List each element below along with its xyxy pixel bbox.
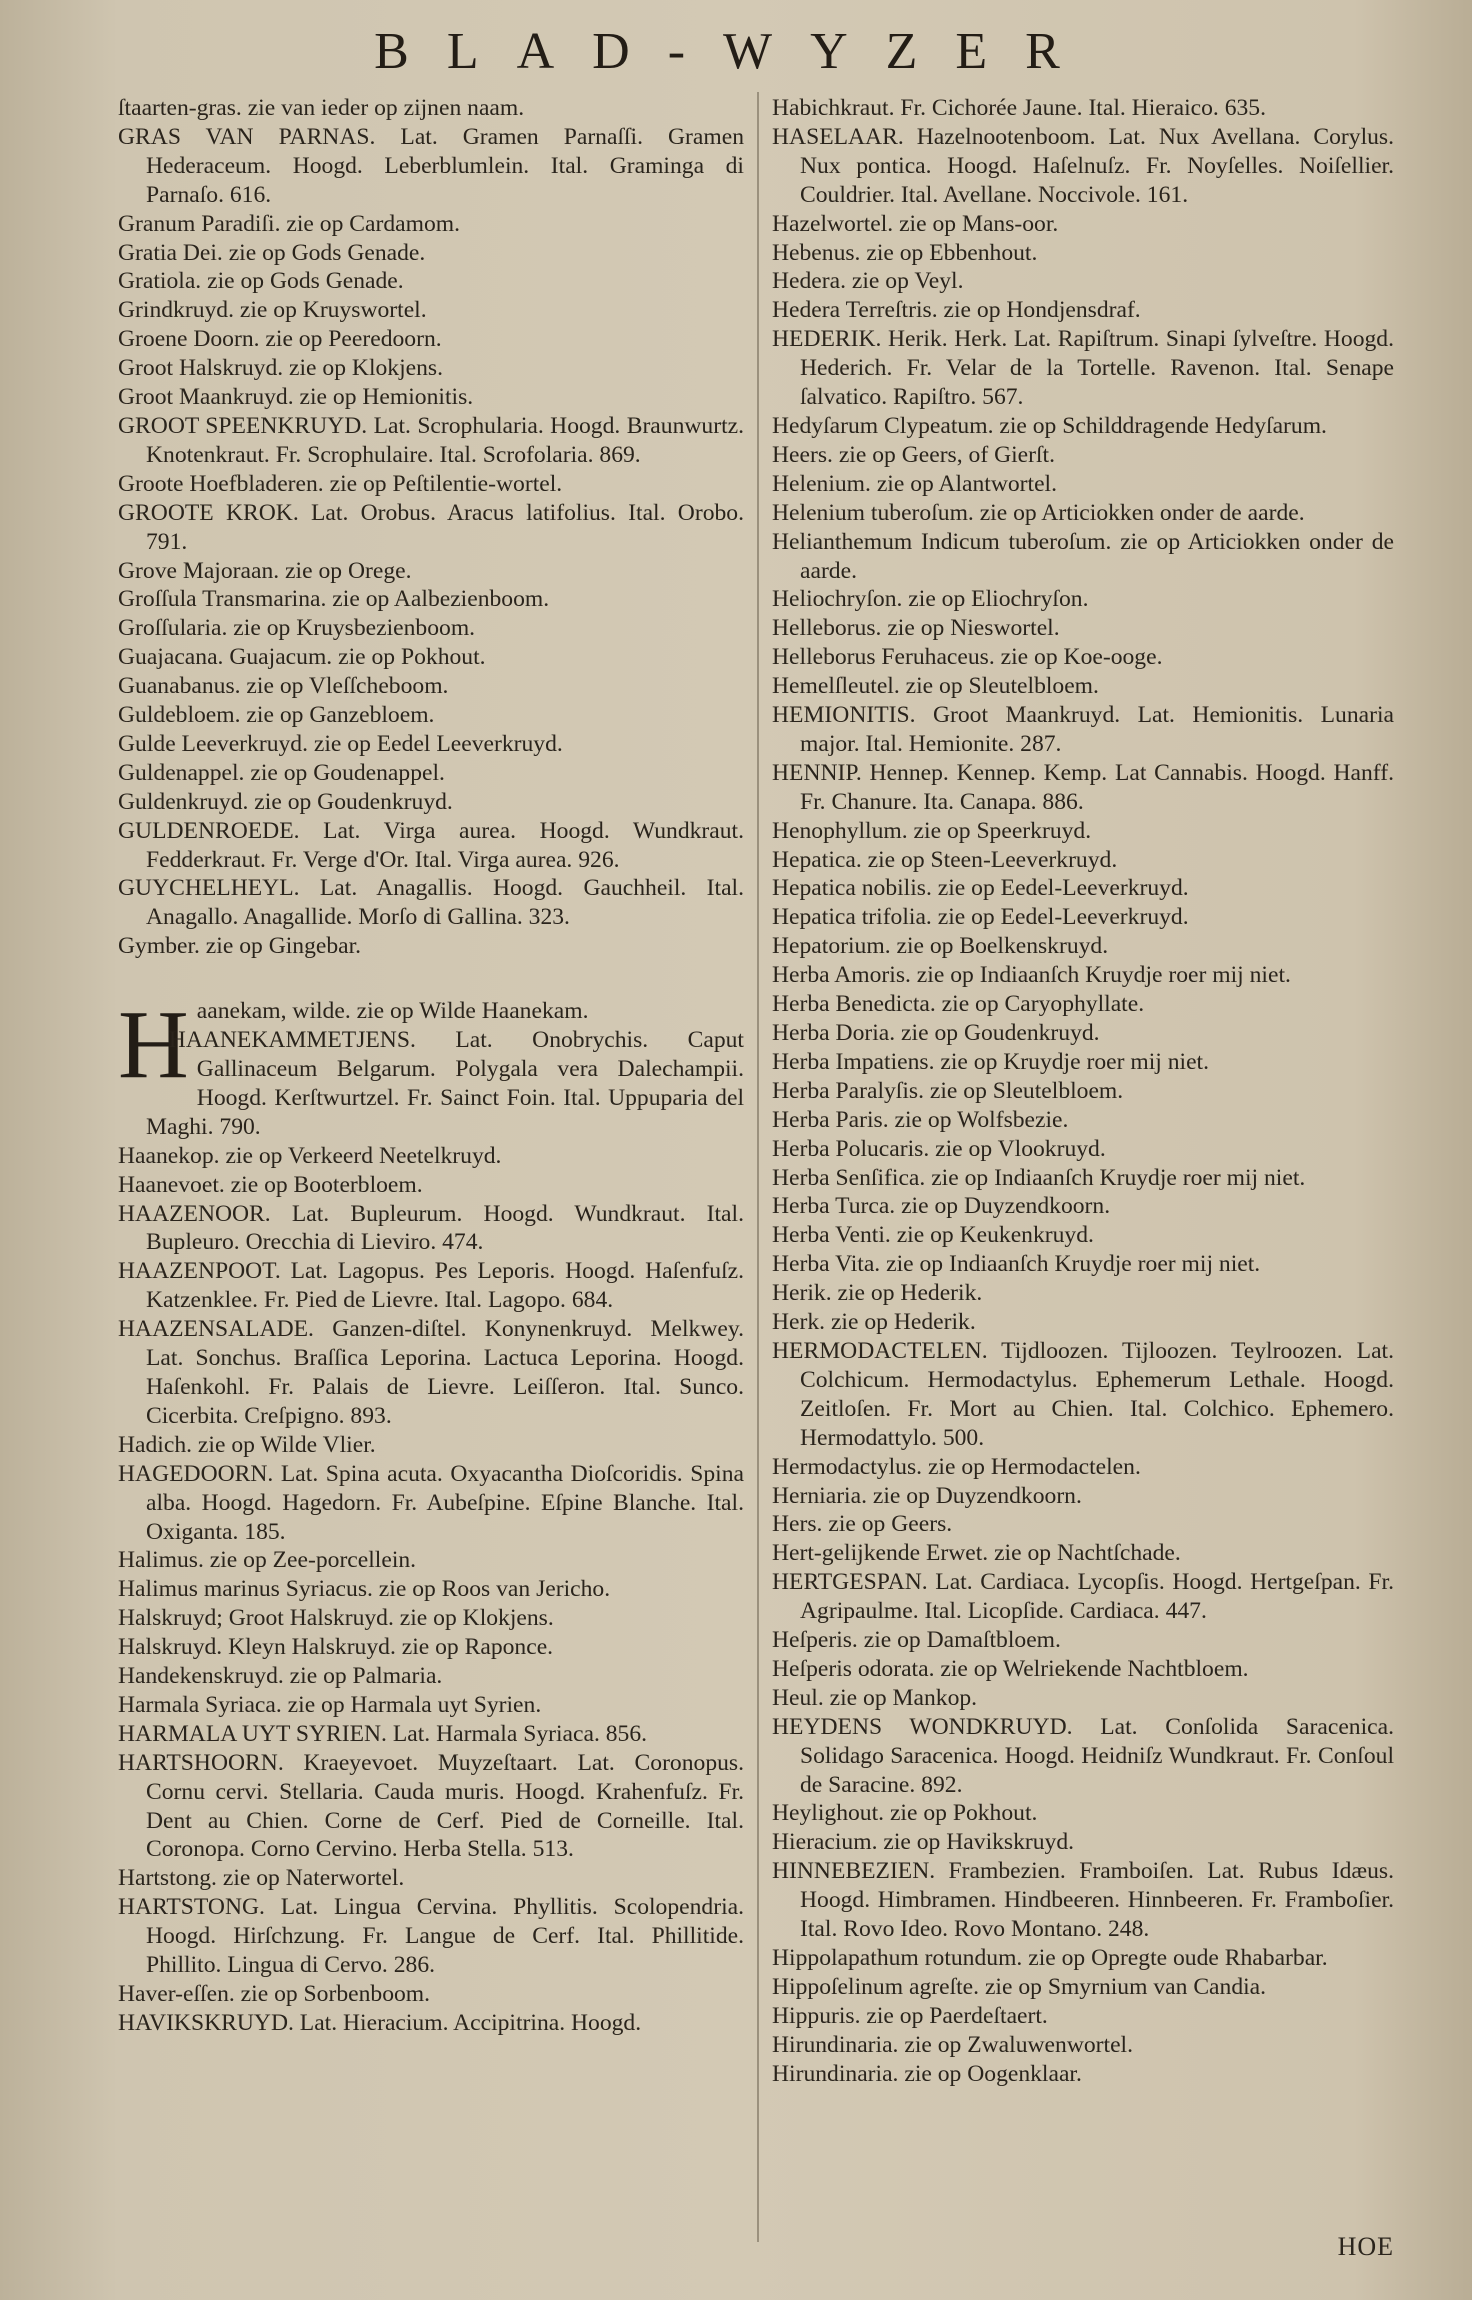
index-entry: Herik. zie op Hederik. (772, 1280, 983, 1307)
index-entry: HARTSTONG. Lat. Lingua Cervina. Phyllitis. Scolopendria. Hoogd. Hirſchzung. Fr. Langue de Cerf. Ital. Phillitide. Phillito. Lingua di Cervo. 286. (118, 1894, 744, 1979)
index-entry: Heſperis. zie op Damaſtbloem. (772, 1627, 1061, 1654)
index-entry: Groene Doorn. zie op Peeredoorn. (118, 326, 442, 353)
index-entry: Habichkraut. Fr. Cichorée Jaune. Ital. Hieraico. 635. (772, 95, 1266, 121)
index-entry: Gratia Dei. zie op Gods Genade. (118, 239, 426, 266)
index-entry: Herba Polucaris. zie op Vlookruyd. (772, 1135, 1106, 1162)
index-entry: Guldenkruyd. zie op Goudenkruyd. (118, 788, 453, 815)
index-entry: Grindkruyd. zie op Kruyswortel. (118, 297, 427, 324)
index-entry: HAVIKSKRUYD. Lat. Hieracium. Accipitrina. Hoogd. (118, 2009, 642, 2036)
index-entry: Heſperis odorata. zie op Welriekende Nachtbloem. (772, 1655, 1249, 1682)
index-entry: Hippoſelinum agreſte. zie op Smyrnium van Candia. (772, 1973, 1267, 2000)
index-entry: Hippolapathum rotundum. zie op Opregte oude Rhabarbar. (772, 1945, 1328, 1971)
index-entry: HAAZENSALADE. Ganzen-diſtel. Konynenkruyd. Melkwey. Lat. Sonchus. Braſſica Leporina. Lactuca Leporina. Hoogd. Haſenkohl. Fr. Palais de Lievre. Leiſſeron. Ital. Sunco. Cicerbita. Creſpigno. 893. (118, 1316, 744, 1429)
index-entry: Helenium. zie op Alantwortel. (772, 470, 1058, 497)
index-entry: Groſſula Transmarina. zie op Aalbezienboom. (118, 586, 550, 613)
index-entry: Guajacana. Guajacum. zie op Pokhout. (118, 644, 486, 671)
index-entry: Hedera. zie op Veyl. (772, 268, 964, 295)
index-entry: Heylighout. zie op Pokhout. (772, 1800, 1038, 1827)
index-entry: Haanevoet. zie op Booterbloem. (118, 1171, 423, 1198)
index-entry: aanekam, wilde. zie op Wilde Haanekam. (196, 998, 589, 1025)
index-entry: Grove Majoraan. zie op Orege. (118, 557, 412, 584)
index-entry: Herba Amoris. zie op Indiaanſch Kruydje roer mij niet. (772, 962, 1291, 989)
index-entry: GROOT SPEENKRUYD. Lat. Scrophularia. Hoogd. Braunwurtz. Knotenkraut. Fr. Scrophulaire. Ital. Scrofolaria. 869. (118, 412, 744, 468)
index-entry: Hartstong. zie op Naterwortel. (118, 1865, 405, 1892)
index-entry: Hazelwortel. zie op Mans-oor. (772, 210, 1059, 237)
index-entry: Hedyſarum Clypeatum. zie op Schilddragende Hedyſarum. (772, 412, 1327, 439)
index-entry: Halimus. zie op Zee-porcellein. (118, 1547, 417, 1574)
index-entry: HAANEKAMMETJENS. Lat. Onobrychis. Caput Gallinaceum Belgarum. Polygala vera Dalechampii. Hoogd. Kerſtwurtzel. Fr. Sainct Foin. Ital. Uppuparia del Maghi. 790. (146, 1027, 744, 1140)
index-entry: Herba Paris. zie op Wolfsbezie. (772, 1106, 1069, 1133)
index-entry: Hepatica. zie op Steen-Leeverkruyd. (772, 846, 1118, 873)
index-entry: Herniaria. zie op Duyzendkoorn. (772, 1482, 1082, 1509)
index-entry: Heliochryſon. zie op Eliochryſon. (772, 586, 1089, 613)
index-entry: Gratiola. zie op Gods Genade. (118, 268, 404, 295)
index-entry: Hirundinaria. zie op Oogenklaar. (772, 2060, 1082, 2087)
index-entry: HINNEBEZIEN. Frambezien. Framboiſen. Lat. Rubus Idæus. Hoogd. Himbramen. Hindbeeren. Hinnbeeren. Fr. Framboſier. Ital. Rovo Ideo. Rovo Montano. 248. (772, 1858, 1394, 1943)
drop-initial: H (118, 991, 189, 1100)
index-entry: GULDENROEDE. Lat. Virga aurea. Hoogd. Wundkraut. Fedderkraut. Fr. Verge d'Or. Ital. Virga aurea. 926. (118, 817, 744, 873)
index-entry: GRAS VAN PARNAS. Lat. Gramen Parnaſſi. Gramen Hederaceum. Hoogd. Leberblumlein. Ital. Graminga di Parnaſo. 616. (118, 123, 744, 208)
catchword: HOE (1337, 2232, 1394, 2261)
index-entry: Helenium tuberoſum. zie op Articiokken onder de aarde. (772, 499, 1305, 526)
index-entry: HAAZENOOR. Lat. Bupleurum. Hoogd. Wundkraut. Ital. Bupleuro. Orecchia di Lieviro. 474. (118, 1200, 744, 1256)
index-entry: Hedera Terreſtris. zie op Hondjensdraf. (772, 297, 1141, 324)
index-entry: Heul. zie op Mankop. (772, 1684, 978, 1711)
index-entry: HARTSHOORN. Kraeyevoet. Muyzeſtaart. Lat. Coronopus. Cornu cervi. Stellaria. Cauda muris. Hoogd. Krahenfuſz. Fr. Dent au Chien. Corne de Cerf. Pied de Corneille. Ital. Coronopa. Corno Cervino. Herba Stella. 513. (118, 1749, 744, 1863)
index-entry: Harmala Syriaca. zie op Harmala uyt Syrien. (118, 1691, 542, 1718)
index-entry: Herba Senſifica. zie op Indiaanſch Kruydje roer mij niet. (772, 1164, 1306, 1191)
index-entry: Halskruyd. Kleyn Halskruyd. zie op Raponce. (118, 1634, 554, 1661)
index-entry: Hepatica nobilis. zie op Eedel-Leeverkruyd. (772, 875, 1189, 902)
index-entry: Hepatica trifolia. zie op Eedel-Leeverkruyd. (772, 904, 1189, 931)
index-entry: Guldenappel. zie op Goudenappel. (118, 759, 445, 786)
index-entry: Helleborus. zie op Nieswortel. (772, 615, 1060, 642)
index-entry: Hers. zie op Geers. (772, 1511, 953, 1538)
index-entry: Henophyllum. zie op Speerkruyd. (772, 817, 1092, 844)
index-entry: Granum Paradiſi. zie op Cardamom. (118, 210, 461, 237)
column-rule (757, 92, 759, 2242)
index-entry: HEMIONITIS. Groot Maankruyd. Lat. Hemionitis. Lunaria major. Ital. Hemionite. 287. (772, 702, 1394, 757)
index-entry: Hepatorium. zie op Boelkenskruyd. (772, 933, 1109, 960)
index-entry: HAGEDOORN. Lat. Spina acuta. Oxyacantha Dioſcoridis. Spina alba. Hoogd. Hagedorn. Fr. Aubeſpine. Eſpine Blanche. Ital. Oxiganta. 185. (118, 1460, 744, 1545)
index-entry: Gymber. zie op Gingebar. (118, 933, 362, 960)
index-entry: Halimus marinus Syriacus. zie op Roos van Jericho. (118, 1576, 611, 1603)
index-entry: Haanekop. zie op Verkeerd Neetelkruyd. (118, 1142, 502, 1169)
index-entry: Hieracium. zie op Havikskruyd. (772, 1829, 1075, 1856)
index-entry: GUYCHELHEYL. Lat. Anagallis. Hoogd. Gauchheil. Ital. Anagallo. Anagallide. Morſo di Gallina. 323. (118, 875, 744, 931)
index-entry: Gulde Leeverkruyd. zie op Eedel Leeverkruyd. (118, 730, 563, 757)
index-entry: HEDERIK. Herik. Herk. Lat. Rapiſtrum. Sinapi ſylveſtre. Hoogd. Hederich. Fr. Velar de la Tortelle. Ravenon. Ital. Senape ſalvatico. Rapiſtro. 567. (772, 326, 1394, 411)
index-entry: Groot Maankruyd. zie op Hemionitis. (118, 384, 474, 411)
section-gap (118, 961, 744, 997)
index-entry: Hippuris. zie op Paerdeſtaert. (772, 2002, 1048, 2029)
index-entry: Haver-eſſen. zie op Sorbenboom. (118, 1981, 431, 2007)
index-entry: Herba Benedicta. zie op Caryophyllate. (772, 991, 1145, 1018)
right-column (772, 94, 1394, 2089)
index-entry: Halskruyd; Groot Halskruyd. zie op Klokjens. (118, 1605, 554, 1632)
index-entry: Herba Venti. zie op Keukenkruyd. (772, 1222, 1094, 1249)
index-entry: HENNIP. Hennep. Kennep. Kemp. Lat Cannabis. Hoogd. Hanff. Fr. Chanure. Ita. Canapa. 886. (772, 759, 1394, 815)
index-entry: Handekenskruyd. zie op Palmaria. (118, 1663, 443, 1690)
index-entry: HEYDENS WONDKRUYD. Lat. Conſolida Saracenica. Solidago Saracenica. Hoogd. Heidniſz Wundkraut. Fr. Conſoul de Saracine. 892. (772, 1713, 1394, 1798)
index-entry: Hirundinaria. zie op Zwaluwenwortel. (772, 2031, 1133, 2058)
index-entry: Hebenus. zie op Ebbenhout. (772, 239, 1038, 266)
index-entry: Herba Vita. zie op Indiaanſch Kruydje roer mij niet. (772, 1251, 1261, 1278)
index-entry: Helleborus Feruhaceus. zie op Koe-ooge. (772, 644, 1163, 671)
index-entry: Groote Hoefbladeren. zie op Peſtilentie-wortel. (118, 470, 563, 497)
index-entry: ſtaarten-gras. zie van ieder op zijnen naam. (118, 95, 525, 121)
index-entry: Groſſularia. zie op Kruysbezienboom. (118, 615, 476, 642)
running-head: BLAD-WYZER (374, 23, 1098, 80)
index-entry: Hermodactylus. zie op Hermodactelen. (772, 1453, 1141, 1480)
index-entry: Hert-gelijkende Erwet. zie op Nachtſchade. (772, 1540, 1181, 1567)
index-entry: Heers. zie op Geers, of Gierſt. (772, 441, 1056, 468)
index-entry: Guldebloem. zie op Ganzebloem. (118, 702, 435, 729)
index-entry: Herk. zie op Hederik. (772, 1309, 976, 1336)
index-entry: GROOTE KROK. Lat. Orobus. Aracus latifolius. Ital. Orobo. 791. (118, 499, 744, 555)
index-entry: Herba Paralyſis. zie op Sleutelbloem. (772, 1077, 1124, 1104)
index-entry: HASELAAR. Hazelnootenboom. Lat. Nux Avellana. Corylus. Nux pontica. Hoogd. Haſelnuſz. Fr. Noyſelles. Noiſellier. Couldrier. Ital. Avellane. Noccivole. 161. (772, 123, 1394, 208)
index-entry: Guanabanus. zie op Vleſſcheboom. (118, 673, 449, 700)
index-entry: HERTGESPAN. Lat. Cardiaca. Lycopſis. Hoogd. Hertgeſpan. Fr. Agripaulme. Ital. Licopſide. Cardiaca. 447. (772, 1569, 1394, 1625)
index-entry: Herba Impatiens. zie op Kruydje roer mij niet. (772, 1048, 1209, 1075)
left-column (118, 94, 744, 2038)
index-entry: HERMODACTELEN. Tijdloozen. Tijloozen. Teylroozen. Lat. Colchicum. Hermodactylus. Ephemerum Lethale. Hoogd. Zeitloſen. Fr. Mort au Chien. Ital. Colchico. Ephemero. Hermodattylo. 500. (772, 1337, 1394, 1451)
index-entry: Helianthemum Indicum tuberoſum. zie op Articiokken onder de aarde. (772, 528, 1394, 584)
index-entry: Groot Halskruyd. zie op Klokjens. (118, 355, 444, 382)
index-entry: Herba Doria. zie op Goudenkruyd. (772, 1020, 1100, 1046)
index-entry: Herba Turca. zie op Duyzendkoorn. (772, 1193, 1111, 1220)
index-entry: HARMALA UYT SYRIEN. Lat. Harmala Syriaca. 856. (118, 1720, 648, 1747)
index-entry: Hemelſleutel. zie op Sleutelbloem. (772, 673, 1099, 700)
index-entry: Hadich. zie op Wilde Vlier. (118, 1431, 376, 1458)
index-entry: HAAZENPOOT. Lat. Lagopus. Pes Leporis. Hoogd. Haſenfuſz. Katzenklee. Fr. Pied de Lievre. Ital. Lagopo. 684. (118, 1258, 744, 1314)
